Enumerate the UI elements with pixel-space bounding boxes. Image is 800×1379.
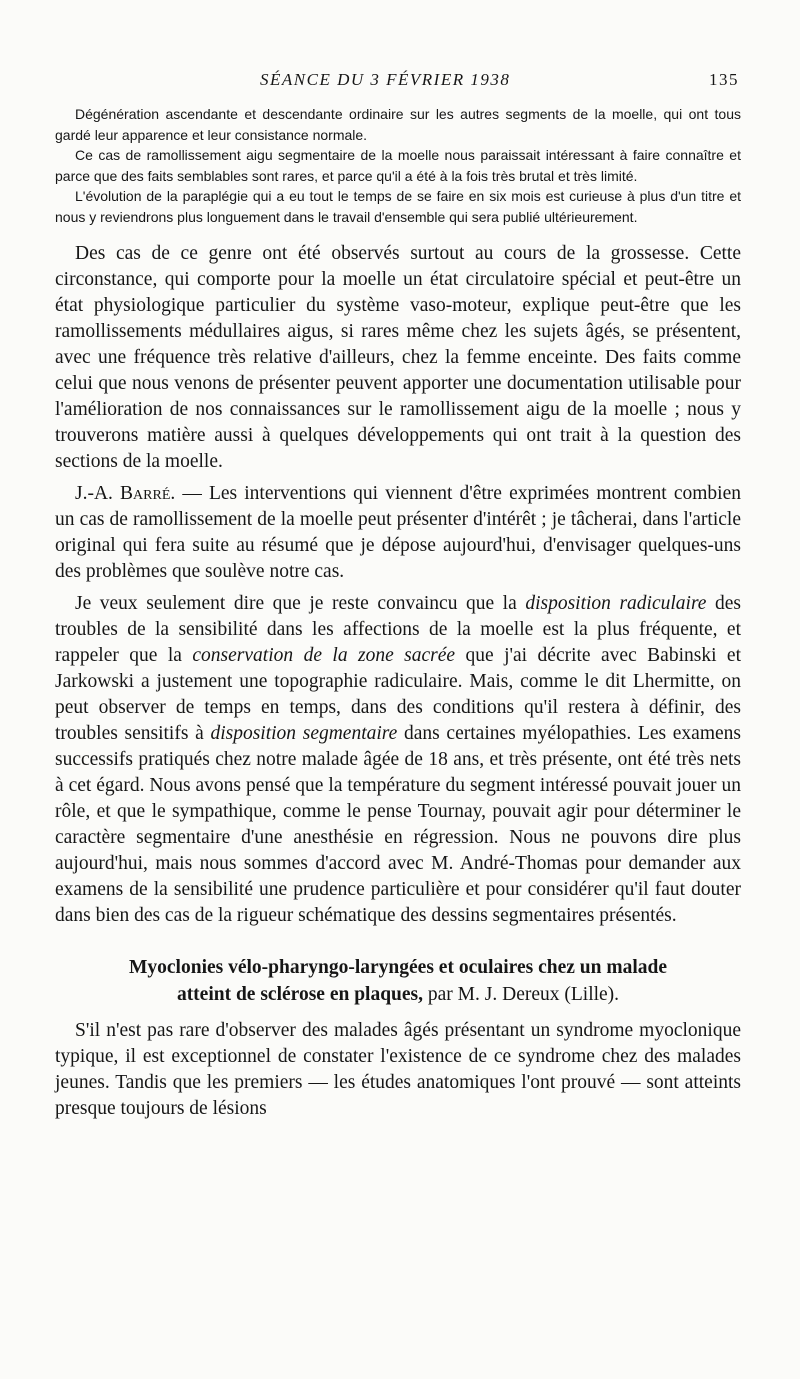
text-run: des troubles de la sensibilité dans les affections de la moelle est la plus fréquente, et rappeler que la: [55, 592, 742, 666]
header-title: SÉANCE DU 3 FÉVRIER 1938: [260, 70, 511, 89]
author-name: J.-A. Barré.: [75, 482, 176, 504]
small-paragraph: Ce cas de ramollissement aigu segmentaire de la moelle nous paraissait intéressant à faire connaître et parce que des faits semblables sont rares, et parce qu'il a été à la fois très brutal et très limité.: [55, 147, 741, 184]
article-body: [55, 1018, 741, 1122]
article-title-line-1: Myoclonies vélo-pharyngo-laryngées et oculaires chez un malade: [129, 956, 667, 978]
article-title: [55, 954, 741, 1008]
barre-text: — Les interventions qui viennent d'être exprimées montrent combien un cas de ramollissement de la moelle peut présenter d'intérêt ; je tâcherai, dans l'article original qui fera suite au résumé que je dépose aujourd'hui, d'envisager quelques-uns des problèmes que soulève notre cas.: [55, 482, 741, 582]
text-run: Je veux seulement dire que je reste convaincu que la: [75, 592, 526, 614]
text-run: que j'ai décrite avec Babinski et Jarkowski a justement une topographie radiculaire. Mais, comme le dit Lhermitte, on peut observer de temps en temps, dans des conditions qu'il restera à définir, des troubles sensitifs à: [55, 644, 742, 744]
italic-term: disposition segmentaire: [210, 722, 398, 744]
main-text: [55, 241, 741, 929]
small-paragraph: Dégénération ascendante et descendante ordinaire sur les autres segments de la moelle, qui ont tous gardé leur apparence et leur consistance normale.: [55, 106, 741, 143]
small-print-section: [55, 104, 741, 228]
italic-term: disposition radiculaire: [525, 592, 707, 614]
article-title-line-2: [55, 981, 741, 1008]
article-title-text: atteint de sclérose en plaques,: [176, 983, 424, 1005]
page-number: 135: [709, 70, 739, 89]
page: [55, 62, 741, 1122]
barre-paragraph: [55, 481, 741, 585]
article-paragraph: S'il n'est pas rare d'observer des malades âgés présentant un syndrome myoclonique typique, il est exceptionnel de constater l'existence de ce syndrome chez des malades jeunes. Tandis que les premiers — les études anatomiques l'ont prouvé — sont atteints presque toujours de lésions: [55, 1019, 741, 1119]
main-paragraph: Des cas de ce genre ont été observés surtout au cours de la grossesse. Cette circonstance, qui comporte pour la moelle un état circulatoire spécial et peut-être un état physiologique particulier du système vaso-moteur, explique peut-être que les ramollissements médullaires aigus, si rares même chez les sujets âgés, se présentent, avec une fréquence très relative d'ailleurs, chez la femme enceinte. Des faits comme celui que nous venons de présenter peuvent apporter une documentation utilisable pour l'amélioration de nos connaissances sur le ramollissement aigu de la moelle ; nous y trouverons matière aussi à quelques développements qui ont trait à la question des sections de la moelle.: [55, 242, 741, 472]
italic-term: conservation de la zone sacrée: [192, 644, 456, 666]
small-paragraph: L'évolution de la paraplégie qui a eu tout le temps de se faire en six mois est curieuse à plus d'un titre et nous y reviendrons plus longuement dans le travail d'ensemble qui sera publié ultérieurement.: [55, 188, 741, 225]
veux-paragraph: [55, 591, 741, 929]
text-run: dans certaines myélopathies. Les examens successifs pratiqués chez notre malade âgée de 18 ans, et très présente, ont été très nets à cet égard. Nous avons pensé que la température du segment intéressé pouvait jouer un rôle, et que le sympathique, comme le pense Tournay, pouvait agir pour déterminer le caractère segmentaire d'une anesthésie en régression. Nous ne pouvons dire plus aujourd'hui, mais nous sommes d'accord avec M. André-Thomas pour demander aux examens de la sensibilité une prudence particulière et pour considérer qu'il faut douter dans bien des cas de la rigueur schématique des dessins segmentaires présentés.: [55, 722, 741, 926]
running-header: [55, 62, 741, 92]
article-byline: par M. J. Dereux (Lille).: [423, 983, 620, 1005]
